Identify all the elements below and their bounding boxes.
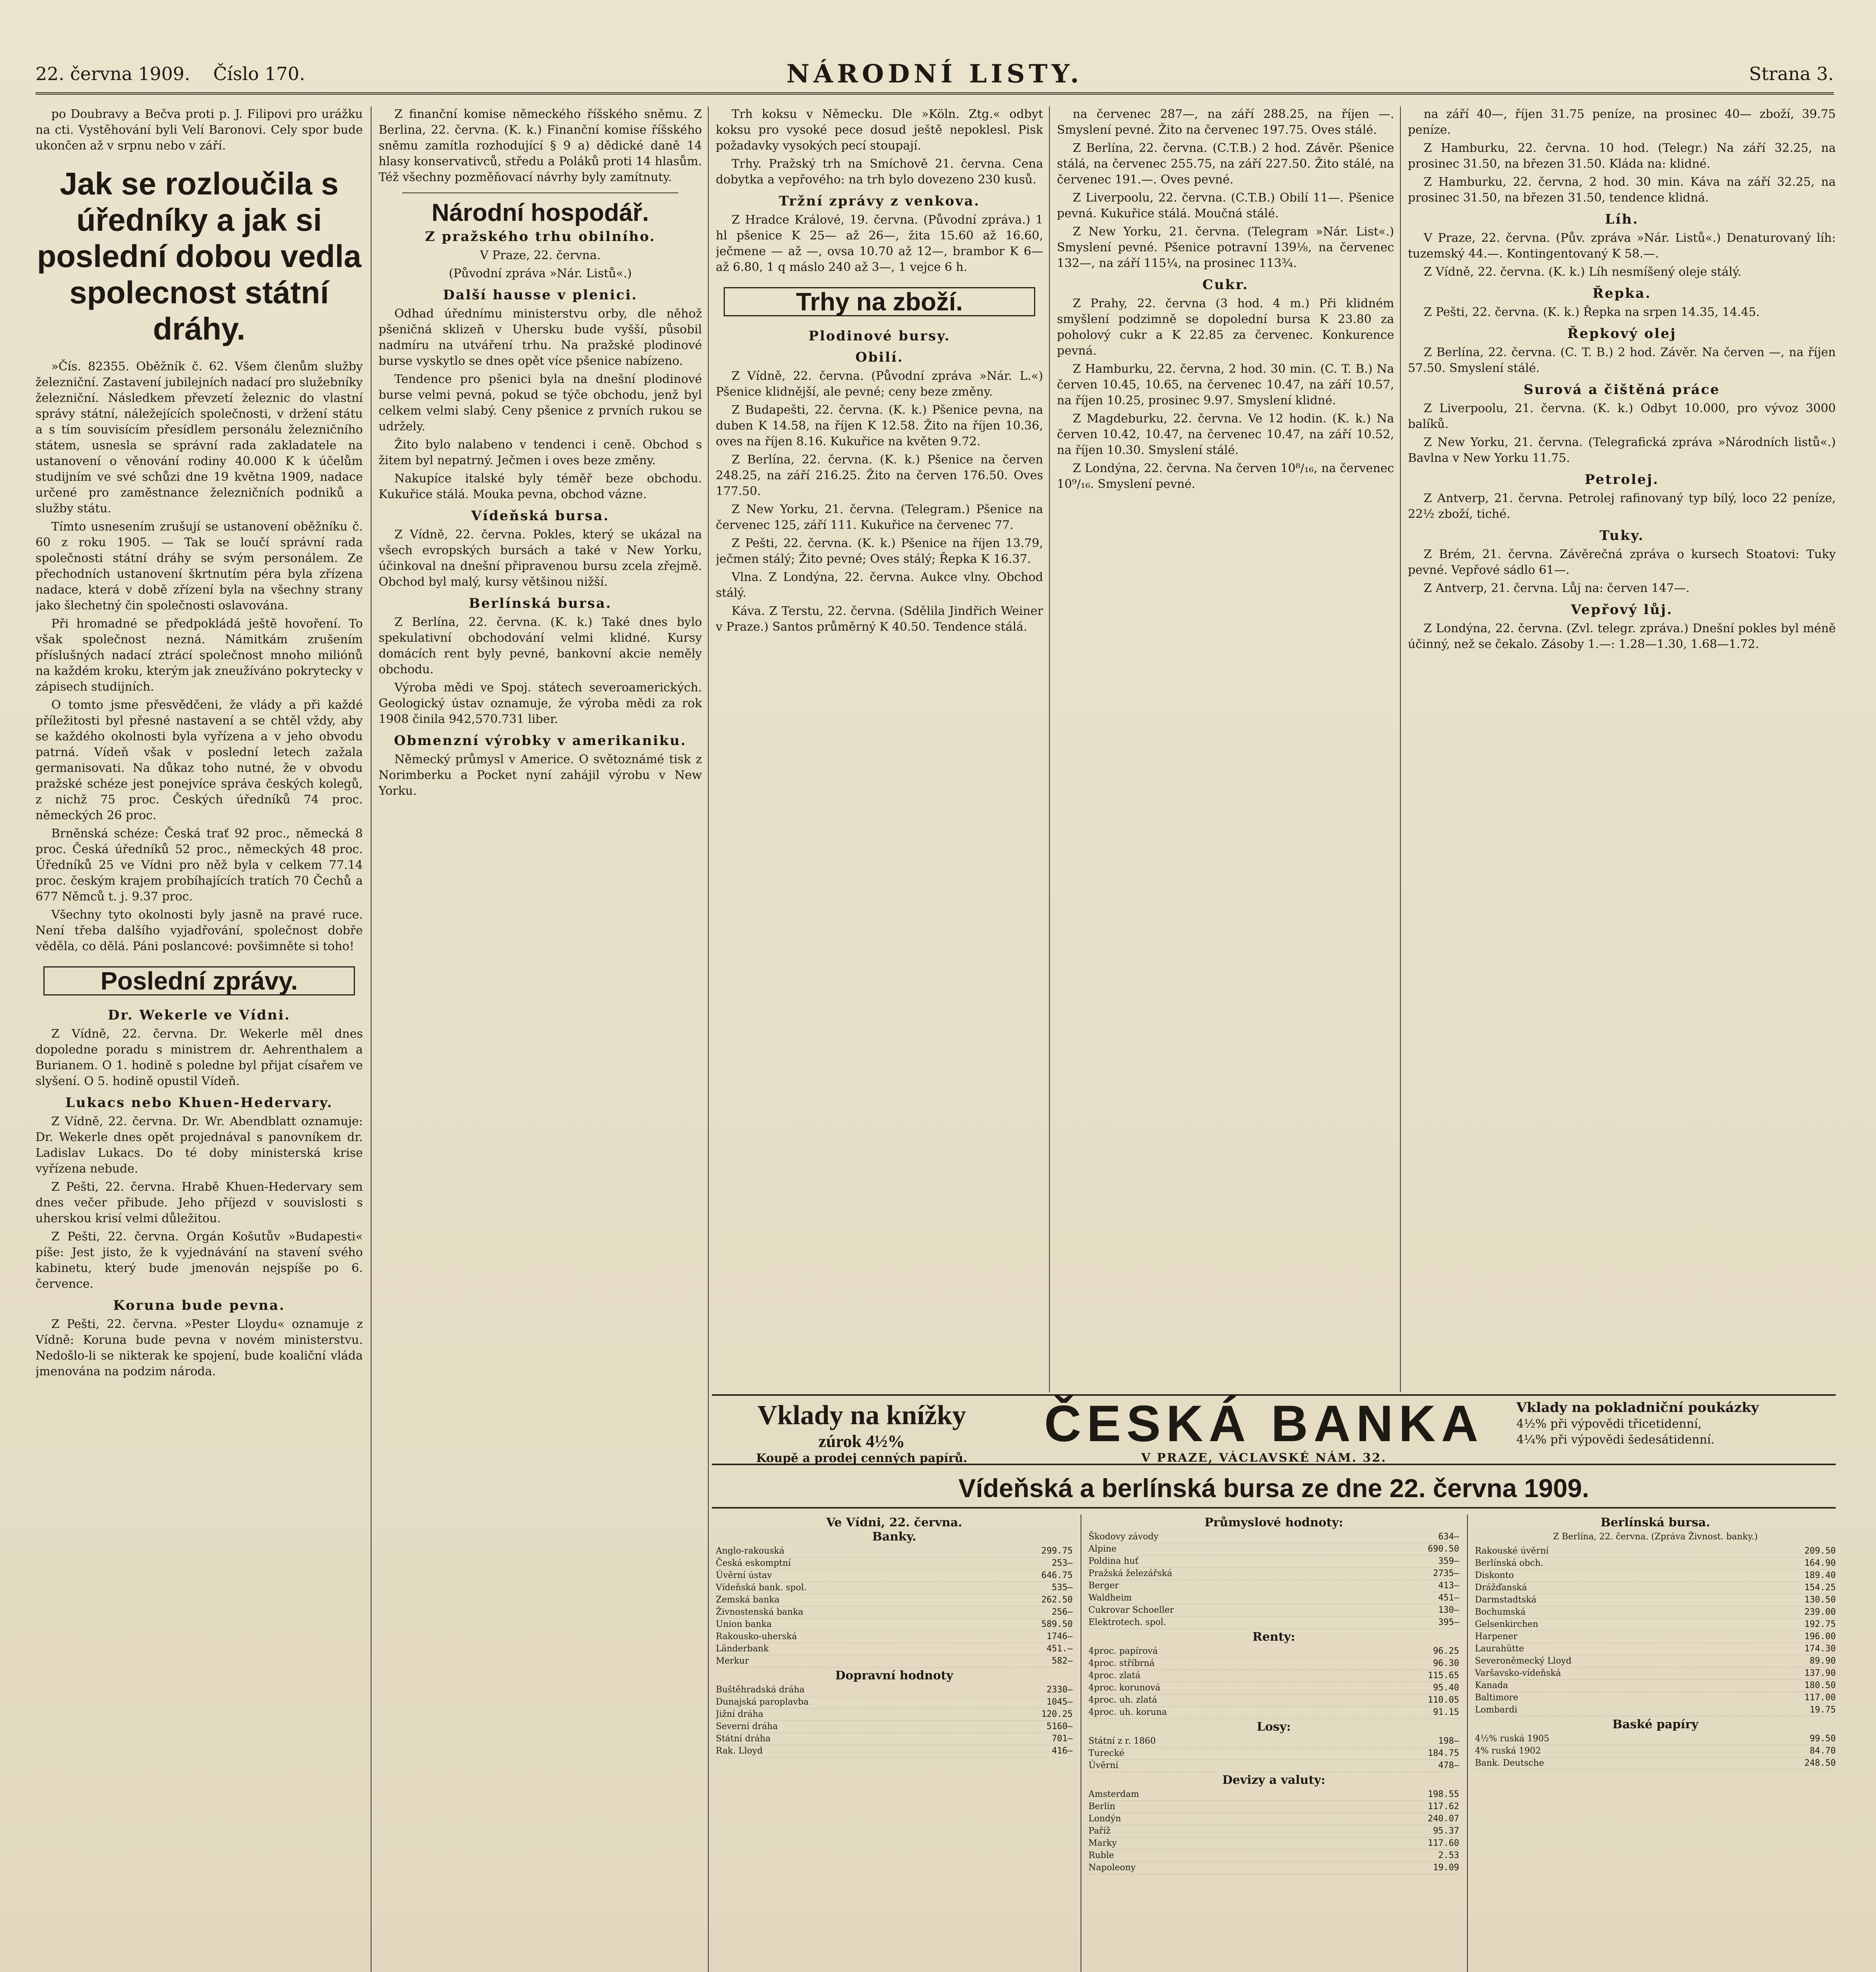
bursa-row — [1088, 1825, 1459, 1838]
security-name: Jižní dráha — [716, 1709, 763, 1719]
bursa-row — [1088, 1658, 1459, 1670]
security-name: Poldina huť — [1088, 1556, 1139, 1566]
subheading: Tuky. — [1599, 528, 1645, 543]
security-name: Drážďanská — [1475, 1583, 1527, 1593]
security-price: 84.70 — [1809, 1746, 1836, 1756]
article-paragraph: Trhy. Pražský trh na Smíchově 21. června. Cena dobytka a vepřového: na trh bylo dovezeno 230 kusů. — [716, 157, 1043, 187]
security-price: 262.50 — [1041, 1595, 1073, 1605]
security-name: Rakouské úvěrní — [1475, 1546, 1549, 1556]
bursa-row — [1088, 1801, 1459, 1813]
security-price: 196.00 — [1804, 1632, 1836, 1641]
bursa-row — [716, 1619, 1073, 1631]
masthead — [35, 59, 1834, 95]
security-name: Napoleony — [1088, 1863, 1136, 1873]
newspaper-title: NÁRODNÍ LISTY. — [786, 59, 1083, 89]
market-paragraph: Z New Yorku, 21. června. (Telegram »Nár. List«.) Smyslení pevné. Pšenice potravní 139⅛, na červenec 132—, na září 115¼, na prosinec 113¾. — [1057, 225, 1394, 270]
advert-deposit-title: Vklady na knížky — [757, 1400, 966, 1430]
bursa-table — [1088, 1531, 1459, 1629]
security-price: 115.65 — [1428, 1671, 1459, 1681]
market-paragraph: Z Londýna, 22. června. Na červen 10⁸/₁₆, na červenec 10⁹/₁₆. Smyslení pevné. — [1057, 461, 1394, 491]
bursa-row — [716, 1631, 1073, 1643]
bursa-table — [1475, 1545, 1836, 1716]
subheading: Řepkový olej — [1567, 326, 1676, 342]
market-paragraph: Z Hamburku, 22. června. 10 hod. (Telegr.) Na září 32.25, na prosinec 31.50, na březen 31.50. Kláda na: klidné. — [1408, 141, 1836, 171]
security-price: 117.62 — [1428, 1802, 1459, 1811]
security-price: 198— — [1438, 1736, 1459, 1746]
news-subheading: Lukacs nebo Khuen-Hedervary. — [65, 1095, 333, 1111]
bursa-subheading: Renty: — [1252, 1630, 1295, 1644]
bursa-row — [1475, 1704, 1836, 1716]
article-headline: Jak se rozloučila s úředníky a jak si poslední dobou vedla spolecnost státní dráhy. — [37, 166, 362, 346]
security-price: 89.90 — [1809, 1656, 1836, 1666]
bursa-row — [1088, 1760, 1459, 1772]
security-name: Lombardi — [1475, 1705, 1518, 1715]
bursa-row — [1475, 1557, 1836, 1570]
article-paragraph: Z Hradce Králové, 19. června. (Původní zpráva.) 1 hl pšenice K 25— až 26—, žita 15.60 až 16.60, ječmene — až —, ovsa 10.70 až 12—, brambor K 6— až 6.80, 1 q máslo 240 až 3—, 1 vejce 6 h. — [716, 213, 1043, 274]
security-price: 299.75 — [1041, 1546, 1073, 1556]
bursa-table — [716, 1684, 1073, 1757]
security-price: 2735— — [1433, 1569, 1459, 1578]
market-paragraph: Z Pešti, 22. června. (K. k.) Pšenice na říjen 13.79, ječmen stálý; Žito pevné; Oves stálý; Řepka K 16.37. — [716, 536, 1043, 566]
bursa-row — [1475, 1757, 1836, 1770]
market-paragraph: Z Budapešti, 22. června. (K. k.) Pšenice pevna, na duben K 14.58, na říjen K 12.58. Žito na říjen 10.36, oves na říjen 8.16. Kukuřice na květen 9.72. — [716, 403, 1043, 448]
section-heading-markets: Trhy na zboží. — [724, 287, 1035, 316]
news-paragraph: Z Pešti, 22. června. Hrabě Khuen-Hedervary sem dnes večer přibude. Jeho příjezd v souvislosti s uherskou krisí velmi důležitou. — [35, 1180, 363, 1225]
security-price: 174.30 — [1804, 1644, 1836, 1654]
security-name: Baltimore — [1475, 1693, 1518, 1703]
bursa-row — [1088, 1670, 1459, 1682]
security-price: 2330— — [1046, 1685, 1073, 1695]
security-price: 240.07 — [1428, 1814, 1459, 1824]
bursa-row — [1475, 1594, 1836, 1606]
security-name: Berger — [1088, 1581, 1119, 1591]
security-price: 19.09 — [1433, 1863, 1459, 1873]
security-price: 701— — [1052, 1734, 1073, 1744]
security-name: Dunajská paroplavba — [716, 1697, 809, 1707]
advert-note: Koupě a prodej cenných papírů. — [756, 1451, 967, 1465]
article-paragraph: Odhad úřednímu ministerstvu orby, dle něhož pšeničná sklizeň v Uhersku bude vyšší, působil nadmíru na utváření trhu. Na pražské plodinové burse vyskytlo se dnes opět více pšenice nabízeno. — [379, 307, 702, 368]
security-price: 416— — [1052, 1746, 1073, 1756]
security-name: 4proc. uh. koruna — [1088, 1707, 1167, 1717]
bursa-heading: Ve Vídni, 22. června. — [826, 1516, 962, 1529]
article-paragraph: Trh koksu v Německu. Dle »Köln. Ztg.« odbyt koksu pro vysoké pece dosud ještě nepoklesl. Pisk požadavky vysokých pecí stoupají. — [716, 107, 1043, 153]
security-name: Škodovy závody — [1088, 1532, 1159, 1542]
bursa-row — [716, 1594, 1073, 1606]
security-name: Länderbank — [716, 1644, 769, 1654]
security-price: 130— — [1438, 1605, 1459, 1615]
security-name: 4proc. korunová — [1088, 1683, 1161, 1693]
article-paragraph: »Čís. 82355. Oběžník č. 62. Všem členům služby železniční. Zastavení jubilejních nadací pro služebníky železniční. Následkem převzetí železnic do vlastní správy státní, náležejících společnosti, v držení státu a s tím souvisícím přesídlem personálu železničního státem, usnesla se správní rada zakladatele na ustanovení o věnování rodiny 40.000 K k účelům studijním ve své schůzi dne 19 května 1909, nadace určené pro zaměstnance železničních podniků a služby státu. — [35, 360, 363, 515]
security-name: 4proc. stříbrná — [1088, 1658, 1155, 1668]
subheading: Obmenzní výrobky v amerikaniku. — [394, 733, 687, 749]
security-name: Union banka — [716, 1619, 772, 1629]
security-name: Berlínská obch. — [1475, 1558, 1544, 1568]
bursa-row — [1475, 1606, 1836, 1619]
bursa-row — [1475, 1631, 1836, 1643]
article-paragraph: Všechny tyto okolnosti byly jasně na pravé ruce. Není třeba dalšího vyjadřování, společnost dobře věděla, co dělá. Páni poslancové: povšimněte si toho! — [35, 908, 363, 953]
column-1 — [35, 106, 363, 1972]
security-name: Státní dráha — [716, 1734, 771, 1744]
security-price: 96.30 — [1433, 1658, 1459, 1668]
security-name: Gelsenkirchen — [1475, 1619, 1538, 1629]
security-name: Severní dráha — [716, 1722, 778, 1731]
news-subheading: Dr. Wekerle ve Vídni. — [108, 1007, 291, 1023]
security-name: 4proc. papírová — [1088, 1646, 1158, 1656]
bursa-row — [1475, 1668, 1836, 1680]
news-paragraph: Z Pešti, 22. června. Orgán Košutův »Budapesti« píše: Jest jisto, že k vyjednávání na stavení svého kabinetu, který bude jmenován nejspíše po 6. července. — [35, 1230, 363, 1291]
bank-name: ČESKÁ BANKA — [1044, 1395, 1484, 1452]
security-price: 634— — [1438, 1532, 1459, 1542]
bursa-row — [1088, 1850, 1459, 1862]
security-price: 180.50 — [1804, 1681, 1836, 1690]
news-paragraph: Z Pešti, 22. června. »Pester Lloydu« oznamuje z Vídně: Koruna bude pevna v novém ministerstvu. Nedošlo-li se nikterak ke spojení, bude koaliční vláda jmenována na podzim národa. — [35, 1317, 363, 1378]
column-2 — [379, 106, 702, 1972]
security-name: Rak. Lloyd — [716, 1746, 763, 1756]
column-4 — [1057, 106, 1394, 1384]
market-paragraph: Z Hamburku, 22. června, 2 hod. 30 min. Káva na září 32.25, na prosinec 31.50, na březen 31.50, tendence klidná. — [1408, 175, 1836, 205]
market-paragraph: Z New Yorku, 21. června. (Telegrafická zpráva »Národních listů«.) Bavlna v New Yorku 11.75. — [1408, 435, 1836, 465]
bursa-row — [1088, 1568, 1459, 1580]
subheading: Obilí. — [855, 349, 903, 365]
bursa-row — [1088, 1707, 1459, 1719]
security-name: 4% ruská 1902 — [1475, 1746, 1541, 1756]
security-name: Diskonto — [1475, 1571, 1514, 1580]
security-name: Waldheim — [1088, 1593, 1132, 1603]
article-paragraph: Z Vídně, 22. června. Pokles, který se ukázal na všech evropských bursách a také v New Yorku, účinkoval na dnešní připravenou bursu zcela zřejmě. Obchod byl malý, kursy většinou nižší. — [379, 528, 702, 589]
security-price: 130.50 — [1804, 1595, 1836, 1605]
security-name: Pražská železářská — [1088, 1569, 1172, 1578]
bursa-row — [716, 1709, 1073, 1721]
bursa-row — [716, 1545, 1073, 1557]
bursa-row — [1088, 1556, 1459, 1568]
security-price: 117.00 — [1804, 1693, 1836, 1703]
subheading: Řepka. — [1592, 286, 1652, 301]
bursa-subheading: Z Berlína, 22. června. (Zpráva Živnost. banky.) — [1553, 1532, 1758, 1542]
security-price: 91.15 — [1433, 1707, 1459, 1717]
security-price: 589.50 — [1041, 1619, 1073, 1629]
bursa-row — [1475, 1582, 1836, 1594]
subheading: Vepřový lůj. — [1571, 602, 1673, 618]
market-paragraph: Z Berlína, 22. června. (C. T. B.) 2 hod. Závěr. Na červen —, na říjen 57.50. Smyslení stálé. — [1408, 345, 1836, 375]
security-name: Úvěrní ústav — [716, 1571, 772, 1580]
advert-center — [1027, 1396, 1501, 1465]
column-rule — [1400, 106, 1401, 1392]
subheading: Další hausse v plenici. — [443, 287, 638, 303]
advert-right-title: Vklady na pokladniční poukázky — [1516, 1400, 1759, 1416]
market-paragraph: na červenec 287—, na září 288.25, na říjen —. Smyslení pevné. Žito na červenec 197.75. Oves stálé. — [1057, 107, 1394, 137]
security-price: 239.00 — [1804, 1607, 1836, 1617]
security-name: Harpener — [1475, 1632, 1518, 1641]
security-price: 120.25 — [1041, 1709, 1073, 1719]
article-paragraph: O tomto jsme přesvědčeni, že vlády a při každé příležitosti byl přesné nastavení a se chtěl vždy, aby se každého okolnosti byla vyřízena a v jeho obvodu patrná. Vídeň však v poslední letech zažala germanisovati. Na důkaz toho nutné, že v obvodu pražské schéze jest ponejvíce správa českých kolegů, z nichž 75 proc. Českých úředníků 74 proc. německých 26 proc. — [35, 698, 363, 822]
bursa-table — [1475, 1733, 1836, 1770]
section-heading-news: Poslední zprávy. — [43, 966, 355, 995]
market-paragraph: Z Vídně, 22. června. (Původní zpráva »Nár. L.«) Pšenice klidnější, ale pevné; ceny beze změny. — [716, 369, 1043, 399]
security-price: 359— — [1438, 1556, 1459, 1566]
bursa-row — [1088, 1604, 1459, 1617]
bursa-subheading: Průmyslové hodnoty: — [1204, 1516, 1343, 1529]
bursa-row — [1475, 1545, 1836, 1557]
security-name: Ruble — [1088, 1851, 1114, 1860]
market-paragraph: Z Berlína, 22. června. (C.T.B.) 2 hod. Závěr. Pšenice stálá, na červenec 255.75, na září 227.50. Žito stálé, na červenec 191.—. Oves pevné. — [1057, 141, 1394, 187]
market-paragraph: Z Londýna, 22. června. (Zvl. telegr. zpráva.) Dnešní pokles byl méně účinný, než se čekalo. Zásoby 1.—: 1.28—1.30, 1.68—1.72. — [1408, 622, 1836, 651]
subheading: Tržní zprávy z venkova. — [778, 193, 980, 209]
article-paragraph: Nakupíce italské byly téměř beze obchodu. Kukuřice stálá. Mouka pevna, obchod vázne. — [379, 472, 702, 501]
bursa-berlin — [1475, 1514, 1836, 1972]
security-price: 582— — [1052, 1656, 1073, 1666]
subheading: Berlínská bursa. — [469, 596, 612, 611]
lead-paragraph: Z finanční komise německého říšského sněmu. Z Berlina, 22. června. (K. k.) Finanční komise říšského sněmu zamítla rozhodující § 9 a) dědické daně 14 hlasy konservativců, středu a Poláků proti 14 hlasům. Též všechny pozměňovací návrhy byly zamítnuty. — [379, 107, 702, 184]
subheading: Petrolej. — [1585, 472, 1659, 487]
bursa-row — [1475, 1655, 1836, 1668]
bursa-table — [1088, 1645, 1459, 1719]
security-name: 4proc. uh. zlatá — [1088, 1695, 1157, 1705]
security-name: Turecké — [1088, 1748, 1125, 1758]
security-name: Zemská banka — [716, 1595, 780, 1605]
security-name: Úvěrní — [1088, 1761, 1118, 1770]
bursa-row — [1475, 1619, 1836, 1631]
bursa-row — [716, 1582, 1073, 1594]
bursa-subheading: Losy: — [1256, 1720, 1291, 1734]
security-name: Anglo-rakouská — [716, 1546, 784, 1556]
security-price: 690.50 — [1428, 1544, 1459, 1554]
security-name: Severoněmecký Lloyd — [1475, 1656, 1572, 1666]
security-name: Státní z r. 1860 — [1088, 1736, 1156, 1746]
subheading: Cukr. — [1202, 277, 1249, 293]
bursa-row — [1088, 1838, 1459, 1850]
security-price: 198.55 — [1428, 1789, 1459, 1799]
security-price: 154.25 — [1804, 1583, 1836, 1593]
security-price: 535— — [1052, 1583, 1073, 1593]
market-paragraph: Z Antverp, 21. června. Petrolej rafinovaný typ bílý, loco 22 peníze, 22½ zboží, tiché. — [1408, 491, 1836, 521]
security-name: Vídeňská bank. spol. — [716, 1583, 807, 1593]
bursa-row — [716, 1745, 1073, 1757]
security-name: Buštěhradská dráha — [716, 1685, 805, 1695]
security-name: Amsterdam — [1088, 1789, 1139, 1799]
subheading: Surová a čištěná práce — [1523, 382, 1720, 398]
bursa-row — [1088, 1735, 1459, 1748]
bursa-row — [1088, 1531, 1459, 1543]
security-name: Bank. Deutsche — [1475, 1758, 1544, 1768]
security-name: Bochumská — [1475, 1607, 1526, 1617]
bursa-subheading: Devizy a valuty: — [1222, 1773, 1325, 1787]
security-price: 395— — [1438, 1617, 1459, 1627]
security-price: 117.60 — [1428, 1838, 1459, 1848]
article-paragraph: Při hromadné se předpokládá ještě hovoření. To však společnost nezná. Námitkám zrušením příslušných nadací ztrácí společnost mnoho miliónů na každém kroku, kterým jak zneužíváno pokrytecky v zápisech studijních. — [35, 617, 363, 694]
advert-right — [1516, 1400, 1836, 1448]
security-name: Elektrotech. spol. — [1088, 1617, 1167, 1627]
bursa-row — [1088, 1592, 1459, 1604]
security-name: Darmstadtská — [1475, 1595, 1537, 1605]
market-paragraph: na září 40—, říjen 31.75 peníze, na prosinec 40— zboží, 39.75 peníze. — [1408, 107, 1836, 137]
date-text: 22. června 1909. — [35, 63, 190, 84]
article-paragraph: Německý průmysl v Americe. O světoznámé tisk z Norimberku a Pocket nyní zahájil výrobu v New Yorku. — [379, 753, 702, 798]
bursa-row — [716, 1557, 1073, 1570]
bursa-vienna — [716, 1514, 1073, 1972]
bursa-row — [1475, 1570, 1836, 1582]
security-name: Marky — [1088, 1838, 1117, 1848]
market-paragraph: Z Vídně, 22. června. (K. k.) Líh nesmíšený oleje stálý. — [1424, 265, 1742, 279]
bursa-row — [1475, 1680, 1836, 1692]
bursa-row — [1088, 1789, 1459, 1801]
bursa-subheading: Baské papíry — [1612, 1718, 1699, 1731]
market-paragraph: Z Antverp, 21. června. Lůj na: červen 147—. — [1424, 581, 1690, 595]
bursa-row — [1475, 1692, 1836, 1704]
security-price: 646.75 — [1041, 1571, 1073, 1580]
security-price: 413— — [1438, 1581, 1459, 1591]
security-price: 95.37 — [1433, 1826, 1459, 1836]
market-paragraph: Vlna. Z Londýna, 22. června. Aukce vlny. Obchod stálý. — [716, 570, 1043, 600]
news-paragraph: Z Vídně, 22. června. Dr. Wekerle měl dnes dopoledne poradu s ministrem dr. Aehrenthalem a Burianem. O 1. hodině s poledne byl přijat císařem ve slyšení. O 5. hodině opustil Vídeň. — [35, 1027, 363, 1088]
column-rule — [708, 106, 709, 1972]
security-name: Živnostenská banka — [716, 1607, 804, 1617]
article-paragraph: Tendence pro pšenici byla na dnešní plodinové burse velmi pevná, pokud se týče obchodu, jenž byl celkem velmi slabý. Ceny pšenice z prvních rukou se udržely. — [379, 372, 702, 433]
security-name: Paříž — [1088, 1826, 1111, 1836]
security-price: 192.75 — [1804, 1619, 1836, 1629]
bursa-row — [716, 1733, 1073, 1745]
security-price: 253— — [1052, 1558, 1073, 1568]
security-price: 137.90 — [1804, 1668, 1836, 1678]
page-number: Strana 3. — [1749, 63, 1834, 84]
security-price: 96.25 — [1433, 1646, 1459, 1656]
security-price: 99.50 — [1809, 1734, 1836, 1744]
security-price: 451— — [1438, 1593, 1459, 1603]
bursa-row — [1088, 1682, 1459, 1694]
bursa-table — [1088, 1735, 1459, 1772]
security-name: Alpine — [1088, 1544, 1117, 1554]
bursa-industry — [1088, 1514, 1459, 1972]
security-name: Laurahütte — [1475, 1644, 1524, 1654]
bursa-row — [716, 1643, 1073, 1655]
security-price: 95.40 — [1433, 1683, 1459, 1693]
bursa-row — [1088, 1813, 1459, 1825]
bursa-row — [1475, 1733, 1836, 1745]
advert-right-line: 4½% při výpovědi třicetidenní, — [1516, 1417, 1702, 1431]
market-paragraph: Z Liverpoolu, 21. června. (K. k.) Odbyt 10.000, pro vývoz 3000 balíků. — [1408, 401, 1836, 431]
issue-number: Číslo 170. — [213, 63, 305, 84]
subheading: Z pražského trhu obilního. — [425, 229, 656, 245]
advert-right-line: 4¼% při výpovědi šedesátidenní. — [1516, 1433, 1715, 1447]
security-price: 478— — [1438, 1761, 1459, 1770]
security-price: 1746— — [1046, 1632, 1073, 1641]
divider — [402, 192, 678, 193]
security-price: 2.53 — [1438, 1851, 1459, 1860]
security-price: 110.05 — [1428, 1695, 1459, 1705]
security-name: Varšavsko-vídeňská — [1475, 1668, 1561, 1678]
security-price: 164.90 — [1804, 1558, 1836, 1568]
bursa-row — [1475, 1745, 1836, 1757]
bursa-row — [1088, 1645, 1459, 1658]
market-paragraph: Z New Yorku, 21. června. (Telegram.) Pšenice na červenec 125, září 111. Kukuřice na červenec 77. — [716, 502, 1043, 532]
bursa-row — [1088, 1580, 1459, 1592]
market-paragraph: Z Brém, 21. června. Závěrečná zpráva o kursech Stoatovi: Tuky pevné. Vepřové sádlo 61—. — [1408, 547, 1836, 577]
subheading: Vídeňská bursa. — [471, 508, 610, 524]
column-5 — [1408, 106, 1836, 1384]
security-name: Berlín — [1088, 1802, 1115, 1811]
market-paragraph: Z Liverpoolu, 22. června. (C.T.B.) Obilí 11—. Pšenice pevná. Kukuřice stálá. Moučná stálé. — [1057, 191, 1394, 220]
article-paragraph: Z Berlína, 22. června. (K. k.) Také dnes bylo spekulativní obchodování velmi klidné. Kursy domácích rent byly pevné, bankovní akcie neměly obchodu. — [379, 615, 702, 676]
security-price: 189.40 — [1804, 1571, 1836, 1580]
market-paragraph: Z Berlína, 22. června. (K. k.) Pšenice na červen 248.25, na září 216.25. Žito na červen 176.50. Oves 177.50. — [716, 453, 1043, 498]
dateline: V Praze, 22. června. — [480, 248, 601, 262]
source-note: (Původní zpráva »Nár. Listů«.) — [449, 267, 632, 280]
bursa-row — [716, 1721, 1073, 1733]
bursa-subheading: Dopravní hodnoty — [835, 1669, 954, 1683]
security-price: 451.— — [1046, 1644, 1073, 1654]
security-name: Rakousko-uherská — [716, 1632, 797, 1641]
bursa-row — [1088, 1617, 1459, 1629]
bursa-row — [716, 1696, 1073, 1709]
lead-paragraph: po Doubravy a Bečva proti p. J. Filipovi pro urážku na cti. Vystěhování byli Velí Baronovi. Cely spor bude ukončen až v srpnu nebo v září. — [35, 107, 363, 153]
article-paragraph: Výroba mědi ve Spoj. státech severoamerických. Geologický ústav oznamuje, že výroba mědi za rok 1908 činila 942,570.731 liber. — [379, 681, 702, 726]
security-name: Kanada — [1475, 1681, 1508, 1690]
article-paragraph: Žito bylo nalabeno v tendenci i ceně. Obchod s žitem byl nepatrný. Ječmen i oves beze změny. — [379, 438, 702, 467]
security-name: 4½% ruská 1905 — [1475, 1734, 1549, 1744]
bursa-row — [1088, 1862, 1459, 1874]
bursa-row — [716, 1606, 1073, 1619]
market-paragraph: Z Pešti, 22. června. (K. k.) Řepka na srpen 14.35, 14.45. — [1424, 305, 1760, 319]
bank-address: V PRAZE, VÁCLAVSKÉ NÁM. 32. — [1141, 1451, 1387, 1465]
column-rule — [1467, 1514, 1468, 1972]
security-price: 184.75 — [1428, 1748, 1459, 1758]
bursa-row — [1088, 1543, 1459, 1556]
security-name: 4proc. zlatá — [1088, 1671, 1141, 1681]
advert-rate: zúrok 4½% — [818, 1432, 905, 1451]
news-subheading: Koruna bude pevna. — [113, 1298, 286, 1313]
security-price: 256— — [1052, 1607, 1073, 1617]
bursa-table — [1088, 1789, 1459, 1874]
security-price: 5160— — [1046, 1722, 1073, 1731]
subheading: Plodinové bursy. — [808, 328, 950, 344]
market-paragraph: Z Hamburku, 22. června, 2 hod. 30 min. (C. T. B.) Na červen 10.45, 10.65, na červenec 10.47, na září 10.57, na říjen 10.25, prosinec 9.97. Smyslení klidné. — [1057, 362, 1394, 407]
market-paragraph: Z Magdeburku, 22. června. Ve 12 hodin. (K. k.) Na červen 10.42, 10.47, na červenec 10.47, na září 10.52, na říjen 10.30. Smyslení stálé. — [1057, 412, 1394, 457]
security-price: 248.50 — [1804, 1758, 1836, 1768]
bursa-title: Vídeňská a berlínská bursa ze dne 22. června 1909. — [712, 1473, 1836, 1509]
article-paragraph: Tímto usnesením zrušují se ustanovení oběžníku č. 60 z roku 1905. — Tak se loučí správní rada společnosti státní dráhy se svým personálem. Ze přechodních ustanovení škrtnutím péra byla zřízena nadace, která v době zřízení byla na všechny strany jako šlechetný čin společnosti oslavována. — [35, 520, 363, 613]
advert-left — [712, 1400, 1012, 1465]
news-paragraph: Z Vídně, 22. června. Dr. Wr. Abendblatt oznamuje: Dr. Wekerle dnes opět projednával s panovníkem dr. Ladislav Lukacs. Do té doby ministerská krise vyřízena nebude. — [35, 1115, 363, 1176]
advert-ceska-banka — [712, 1394, 1836, 1465]
bursa-subheading: Banky. — [872, 1530, 917, 1544]
market-paragraph: Z Prahy, 22. června (3 hod. 4 m.) Při klidném smyšlení podzimně se dopolední bursa K 23.80 za poholový cukr a K 22.85 za červenec. Konkurence pevná. — [1057, 297, 1394, 358]
market-paragraph: V Praze, 22. června. (Pův. zpráva »Nár. Listů«.) Denaturovaný líh: tuzemský 44.—. Kontingentovaný K 58.—. — [1408, 231, 1836, 261]
article-paragraph: Brněnská schéze: Česká trať 92 proc., německá 8 proc. Česká úředníků 52 proc., německých 48 proc. Úředníků 25 ve Vídni pro něž byla v celkem 77.14 proc. českým krajem probíhajících tratích 70 Čechů a 677 Němců t. j. 9.37 proc. — [35, 827, 363, 904]
security-price: 19.75 — [1809, 1705, 1836, 1715]
security-name: Londýn — [1088, 1814, 1121, 1824]
column-3 — [716, 106, 1043, 1384]
bursa-row — [716, 1684, 1073, 1696]
bursa-heading: Berlínská bursa. — [1600, 1516, 1710, 1529]
bursa-table — [716, 1545, 1073, 1668]
security-price: 209.50 — [1804, 1546, 1836, 1556]
security-price: 1045— — [1046, 1697, 1073, 1707]
market-paragraph: Káva. Z Terstu, 22. června. (Sdělila Jindřich Weiner v Praze.) Santos průměrný K 40.50. Tendence stálá. — [716, 604, 1043, 634]
section-heading-economy: Národní hospodář. — [431, 199, 649, 226]
bursa-row — [1088, 1748, 1459, 1760]
security-name: Česká eskomptní — [716, 1558, 791, 1568]
bursa-row — [716, 1655, 1073, 1668]
security-name: Merkur — [716, 1656, 749, 1666]
subheading: Líh. — [1605, 211, 1639, 227]
bursa-row — [716, 1570, 1073, 1582]
bursa-row — [1475, 1643, 1836, 1655]
bursa-row — [1088, 1694, 1459, 1707]
column-rule — [1049, 106, 1050, 1392]
security-name: Cukrovar Schoeller — [1088, 1605, 1174, 1615]
